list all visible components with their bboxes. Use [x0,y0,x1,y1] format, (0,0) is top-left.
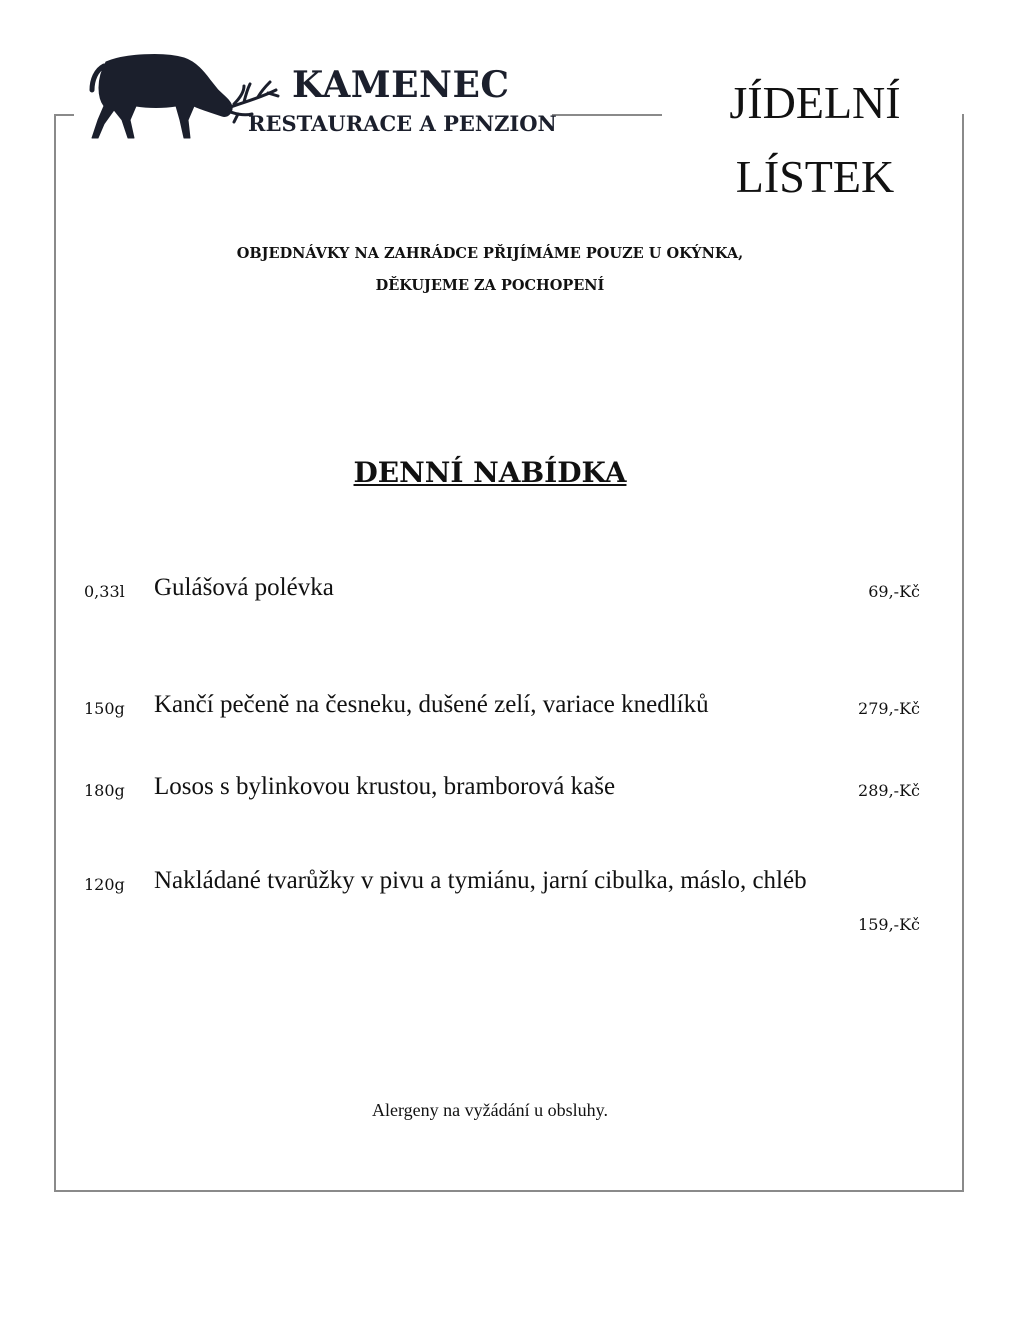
brand-subtitle: RESTAURACE A PENZION [248,111,557,136]
ordering-notice [160,238,820,302]
menu-item-name: Kančí pečeně na česneku, dušené zelí, variace knedlíků [154,691,709,718]
menu-item-name: Nakládané tvarůžky v pivu a tymiánu, jarní cibulka, máslo, chléb [154,867,807,894]
menu-item-name: Gulášová polévka [154,574,334,601]
menu-item [84,867,920,947]
page-frame-top-right [552,114,662,116]
menu-item-quantity: 150g [84,699,125,718]
menu-item [84,691,920,731]
notice-line1: OBJEDNÁVKY NA ZAHRÁDCE PŘIJÍMÁME POUZE U OKÝNKA, [236,245,744,262]
page-frame-left [54,114,56,1192]
page-frame-top-left [54,114,74,116]
document-title-line2: LÍSTEK [735,151,895,202]
notice-line2: DĚKUJEME ZA POCHOPENÍ [375,277,605,294]
page-frame-bottom [54,1190,964,1192]
menu-item-price: 279,-Kč [858,699,920,718]
menu-item-quantity: 180g [84,781,125,800]
allergens-note: Alergeny na vyžádání u obsluhy. [372,1100,608,1120]
menu-item-quantity: 0,33l [84,582,125,601]
menu-item-name: Losos s bylinkovou krustou, bramborová kaše [154,773,616,800]
brand-name: KAMENEC [292,64,510,106]
menu-item-price: 69,-Kč [868,582,920,601]
page-frame-right [962,114,964,1192]
menu-item-price: 289,-Kč [858,781,920,800]
section-title: DENNÍ NABÍDKA [353,456,627,489]
document-title-line1: JÍDELNÍ [729,77,901,128]
menu-item [84,574,920,614]
menu-item-price: 159,-Kč [858,915,920,934]
menu-item [84,773,920,813]
menu-item-quantity: 120g [84,875,125,894]
document-title [700,66,930,214]
